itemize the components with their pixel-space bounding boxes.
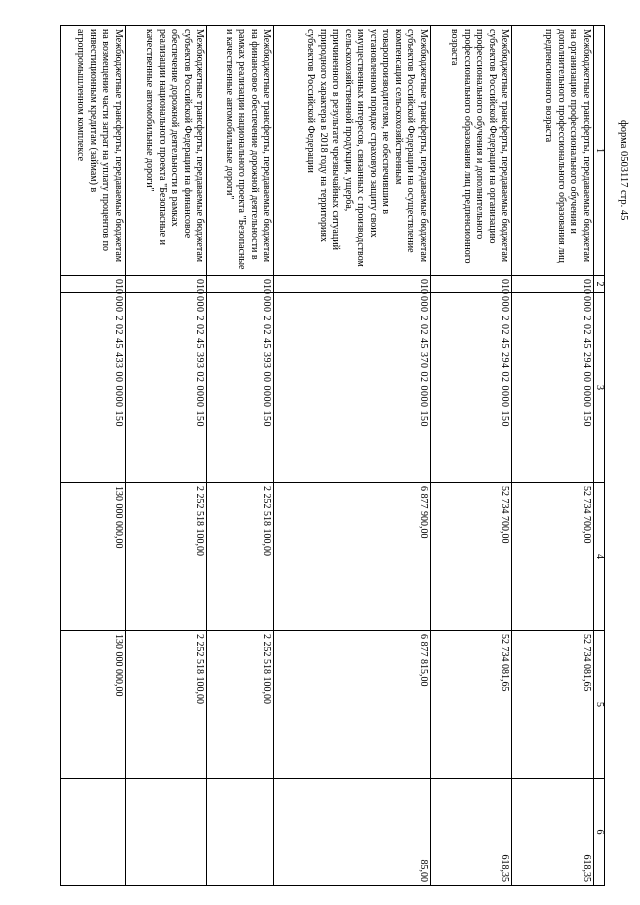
table-row <box>274 26 431 886</box>
row-approved: 130 000 000,00 <box>61 483 126 631</box>
row-unexecuted: 85,00 <box>274 779 431 886</box>
row-executed: 2 252 518 100,00 <box>125 631 207 779</box>
report-table <box>60 25 605 886</box>
row-unexecuted <box>125 779 207 886</box>
row-kbk: 000 2 02 45 393 02 0000 150 <box>125 293 207 483</box>
table-row <box>430 26 512 886</box>
row-executed: 6 877 815,00 <box>274 631 431 779</box>
row-unexecuted: 618,35 <box>512 779 594 886</box>
row-approved: 6 877 900,00 <box>274 483 431 631</box>
table-row <box>512 26 594 886</box>
row-code: 010 <box>61 276 126 293</box>
row-code: 010 <box>512 276 594 293</box>
row-approved: 52 734 700,00 <box>512 483 594 631</box>
row-code: 010 <box>207 276 274 293</box>
row-kbk: 000 2 02 45 393 00 0000 150 <box>207 293 274 483</box>
row-name: Межбюджетные трансферты, передаваемые бюджетам на финансовое обеспечение дорожной деятельности в рамках реализации национального проекта "Безопасные и качественные автомобильные дороги" <box>207 26 274 276</box>
row-kbk: 000 2 02 45 370 02 0000 150 <box>274 293 431 483</box>
row-unexecuted: 618,35 <box>430 779 512 886</box>
header-col-2: 2 <box>594 276 605 293</box>
row-name: Межбюджетные трансферты, передаваемые бюджетам на организацию профессионального обучения и дополнительного профессионального образования лиц предпенсионного возраста <box>512 26 594 276</box>
table-row <box>207 26 274 886</box>
report-table-container <box>60 25 605 885</box>
row-approved: 52 734 700,00 <box>430 483 512 631</box>
header-row <box>594 26 605 886</box>
row-executed: 2 252 518 100,00 <box>207 631 274 779</box>
header-col-5: 5 <box>594 631 605 779</box>
row-name: Межбюджетные трансферты, передаваемые бюджетам субъектов Российской Федерации на финансовое обеспечение дорожной деятельности в рамках реализации национального проекта "Безопасные и качественные автомобильные дороги" <box>125 26 207 276</box>
row-code: 010 <box>430 276 512 293</box>
row-unexecuted <box>207 779 274 886</box>
row-approved: 2 252 518 100,00 <box>207 483 274 631</box>
row-kbk: 000 2 02 45 294 02 0000 150 <box>430 293 512 483</box>
row-code: 010 <box>125 276 207 293</box>
header-col-6: 6 <box>594 779 605 886</box>
row-unexecuted <box>61 779 126 886</box>
row-executed: 52 734 081,65 <box>512 631 594 779</box>
row-kbk: 000 2 02 45 433 00 0000 150 <box>61 293 126 483</box>
row-executed: 52 734 081,65 <box>430 631 512 779</box>
form-number-text: форма 0503117 стр. 45 <box>618 120 629 221</box>
form-number-label <box>611 20 631 221</box>
row-approved: 2 252 518 100,00 <box>125 483 207 631</box>
row-code: 010 <box>274 276 431 293</box>
header-col-3: 3 <box>594 293 605 483</box>
row-name: Межбюджетные трансферты, передаваемые бюджетам на возмещение части затрат на уплату процентов по инвестиционным кредитам (займам) в агропромышленном комплексе <box>61 26 126 276</box>
table-row <box>61 26 126 886</box>
row-executed: 130 000 000,00 <box>61 631 126 779</box>
table-row <box>125 26 207 886</box>
header-col-1: 1 <box>594 26 605 276</box>
header-col-4: 4 <box>594 483 605 631</box>
row-kbk: 000 2 02 45 294 00 0000 150 <box>512 293 594 483</box>
row-name: Межбюджетные трансферты, передаваемые бюджетам субъектов Российской Федерации на осуществление компенсации сельскохозяйственным товаропроизводителям, не обеспечившим в установленном порядке страховую защиту своих имущественных интересов, связанных с производством сельскохозяйственной продукции, ущерба, причиненного в результате чрезвычайных ситуаций природного характера в 2018 году на территориях субъектов Российской Федерации <box>274 26 431 276</box>
row-name: Межбюджетные трансферты, передаваемые бюджетам субъектов Российской Федерации на организацию профессионального обучения и дополнительного профессионального образования лиц предпенсионного возраста <box>430 26 512 276</box>
